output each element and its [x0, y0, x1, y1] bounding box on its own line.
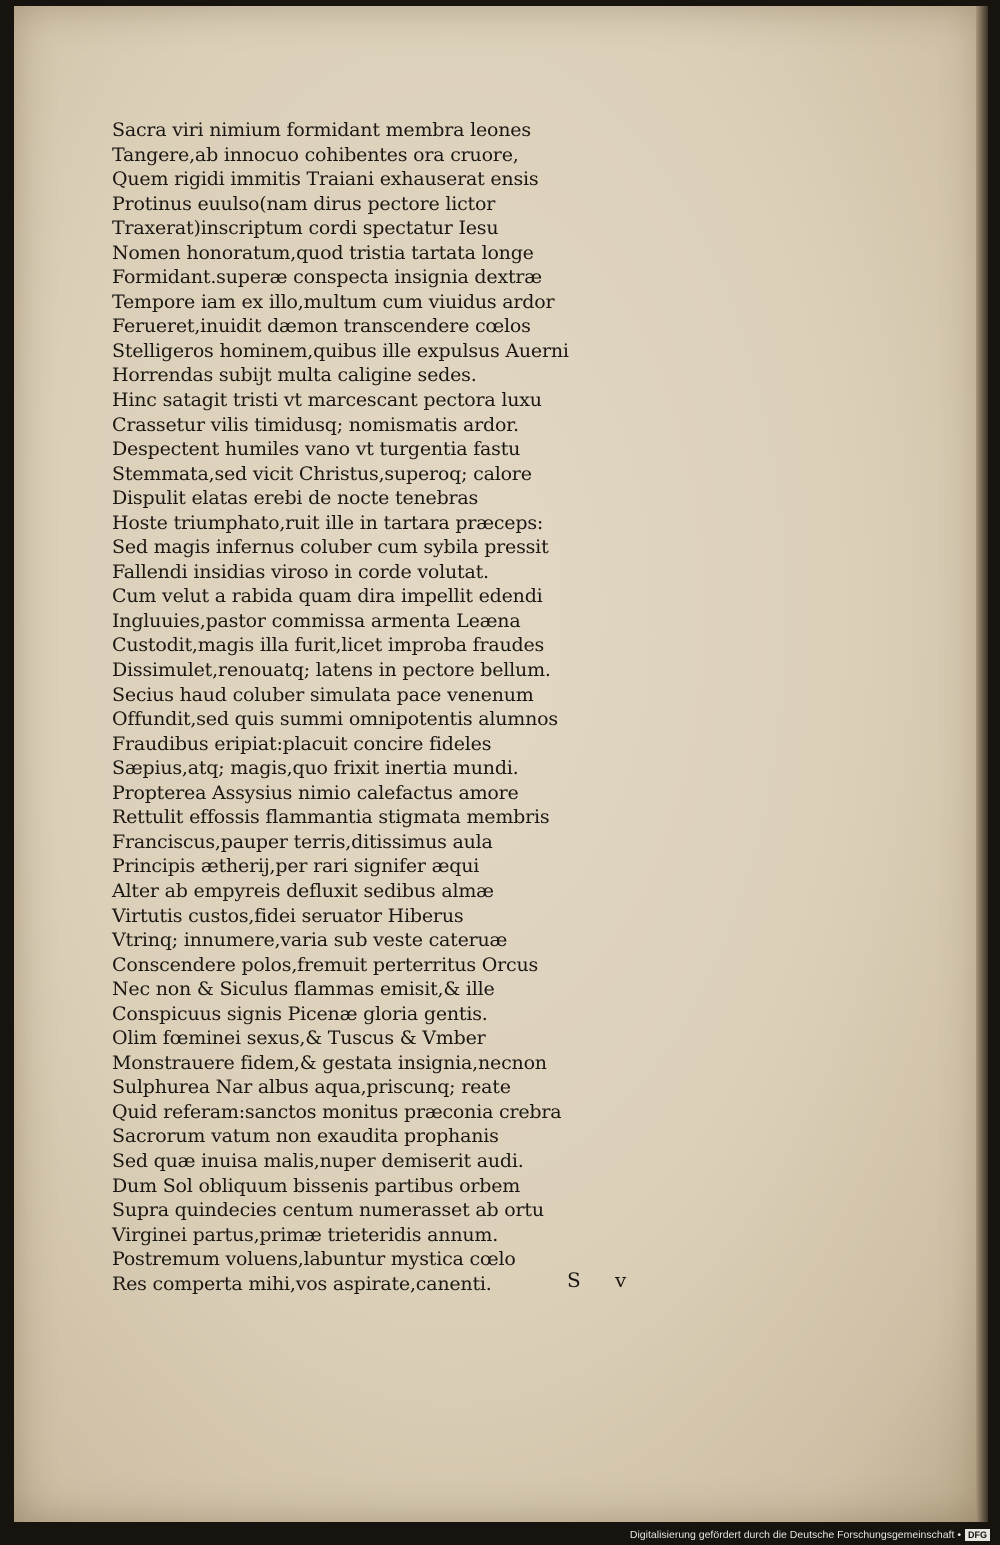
poem-line: Nomen honoratum,quod tristia tartata longe [112, 241, 534, 264]
poem-line: Custodit,magis illa furit,licet improba fraudes [112, 634, 545, 657]
poem-line: Protinus euulso(nam dirus pectore lictor [112, 192, 496, 215]
poem-line: Tangere,ab innocuo cohibentes ora cruore, [112, 143, 519, 166]
poem-line: Supra quindecies centum numerasset ab ortu [112, 1199, 544, 1222]
poem-line: Sæpius,atq; magis,quo frixit inertia mundi. [112, 757, 519, 780]
poem-line: Stemmata,sed vicit Christus,superoq; calore [112, 462, 532, 485]
poem-line: Vtrinq; innumere,varia sub veste cateruæ [112, 929, 508, 952]
poem-line: Formidant.superæ conspecta insignia dextræ [112, 266, 542, 289]
poem-line: Traxerat)inscriptum cordi spectatur Iesu [112, 217, 499, 240]
poem-line: Principis ætherij,per rari signifer æqui [112, 855, 480, 878]
poem-line: Quid referam:sanctos monitus præconia crebra [112, 1100, 562, 1123]
signature-mark: S v [567, 1268, 641, 1292]
poem-line: Alter ab empyreis defluxit sedibus almæ [112, 879, 494, 902]
poem-line: Propterea Assysius nimio calefactus amore [112, 781, 519, 804]
dfg-logo: DFG [965, 1529, 990, 1541]
poem-line: Fallendi insidias viroso in corde volutat. [112, 560, 489, 583]
poem-line: Postremum voluens,labuntur mystica cœlo [112, 1248, 516, 1271]
poem-line: Cum velut a rabida quam dira impellit edendi [112, 585, 543, 608]
poem-line: Dispulit elatas erebi de nocte tenebras [112, 487, 479, 510]
poem-line: Conscendere polos,fremuit perterritus Orcus [112, 953, 539, 976]
poem-line: Monstrauere fidem,& gestata insignia,necnon [112, 1051, 547, 1074]
poem-text-block [112, 118, 672, 1296]
poem-line: Ferueret,inuidit dæmon transcendere cœlos [112, 315, 531, 338]
poem-line: Rettulit effossis flammantia stigmata membris [112, 806, 550, 829]
poem-line: Sacrorum vatum non exaudita prophanis [112, 1125, 499, 1148]
poem-line: Res comperta mihi,vos aspirate,canenti. [112, 1272, 492, 1295]
poem-line: Sulphurea Nar albus aqua,priscunq; reate [112, 1076, 511, 1099]
poem-line: Dissimulet,renouatq; latens in pectore bellum. [112, 659, 551, 682]
poem-line: Tempore iam ex illo,multum cum viuidus ardor [112, 290, 555, 313]
poem-line: Sed quæ inuisa malis,nuper demiserit audi. [112, 1149, 524, 1172]
poem-line: Fraudibus eripiat:placuit concire fideles [112, 732, 492, 755]
poem-line: Despectent humiles vano vt turgentia fastu [112, 438, 521, 461]
poem-line: Nec non & Siculus flammas emisit,& ille [112, 978, 495, 1001]
poem-line: Horrendas subijt multa caligine sedes. [112, 364, 477, 387]
poem-line: Virtutis custos,fidei seruator Hiberus [112, 904, 464, 927]
poem-line: Hinc satagit tristi vt marcescant pectora luxu [112, 389, 542, 412]
poem-line: Olim fœminei sexus,& Tuscus & Vmber [112, 1027, 486, 1050]
poem-line: Quem rigidi immitis Traiani exhauserat ensis [112, 168, 539, 191]
poem-line: Secius haud coluber simulata pace venenum [112, 683, 534, 706]
poem-line: Offundit,sed quis summi omnipotentis alumnos [112, 708, 558, 731]
poem-line: Dum Sol obliquum bissenis partibus orbem [112, 1174, 521, 1197]
poem-line: Stelligeros hominem,quibus ille expulsus Auerni [112, 339, 569, 362]
digitization-footer [630, 1527, 990, 1543]
poem-line: Ingluuies,pastor commissa armenta Leæna [112, 609, 521, 632]
footer-credit: Digitalisierung gefördert durch die Deutsche Forschungsgemeinschaft • [629, 1529, 961, 1541]
poem-line: Virginei partus,primæ trieteridis annum. [112, 1223, 499, 1246]
poem-line: Hoste triumphato,ruit ille in tartara præceps: [112, 511, 544, 534]
poem-line: Sacra viri nimium formidant membra leones [112, 119, 531, 141]
poem-line: Crassetur vilis timidusq; nomismatis ardor. [112, 413, 519, 436]
poem-line: Conspicuus signis Picenæ gloria gentis. [112, 1002, 488, 1025]
book-page [14, 6, 982, 1522]
poem-line: Sed magis infernus coluber cum sybila pressit [112, 536, 549, 559]
poem-line: Franciscus,pauper terris,ditissimus aula [112, 830, 493, 853]
